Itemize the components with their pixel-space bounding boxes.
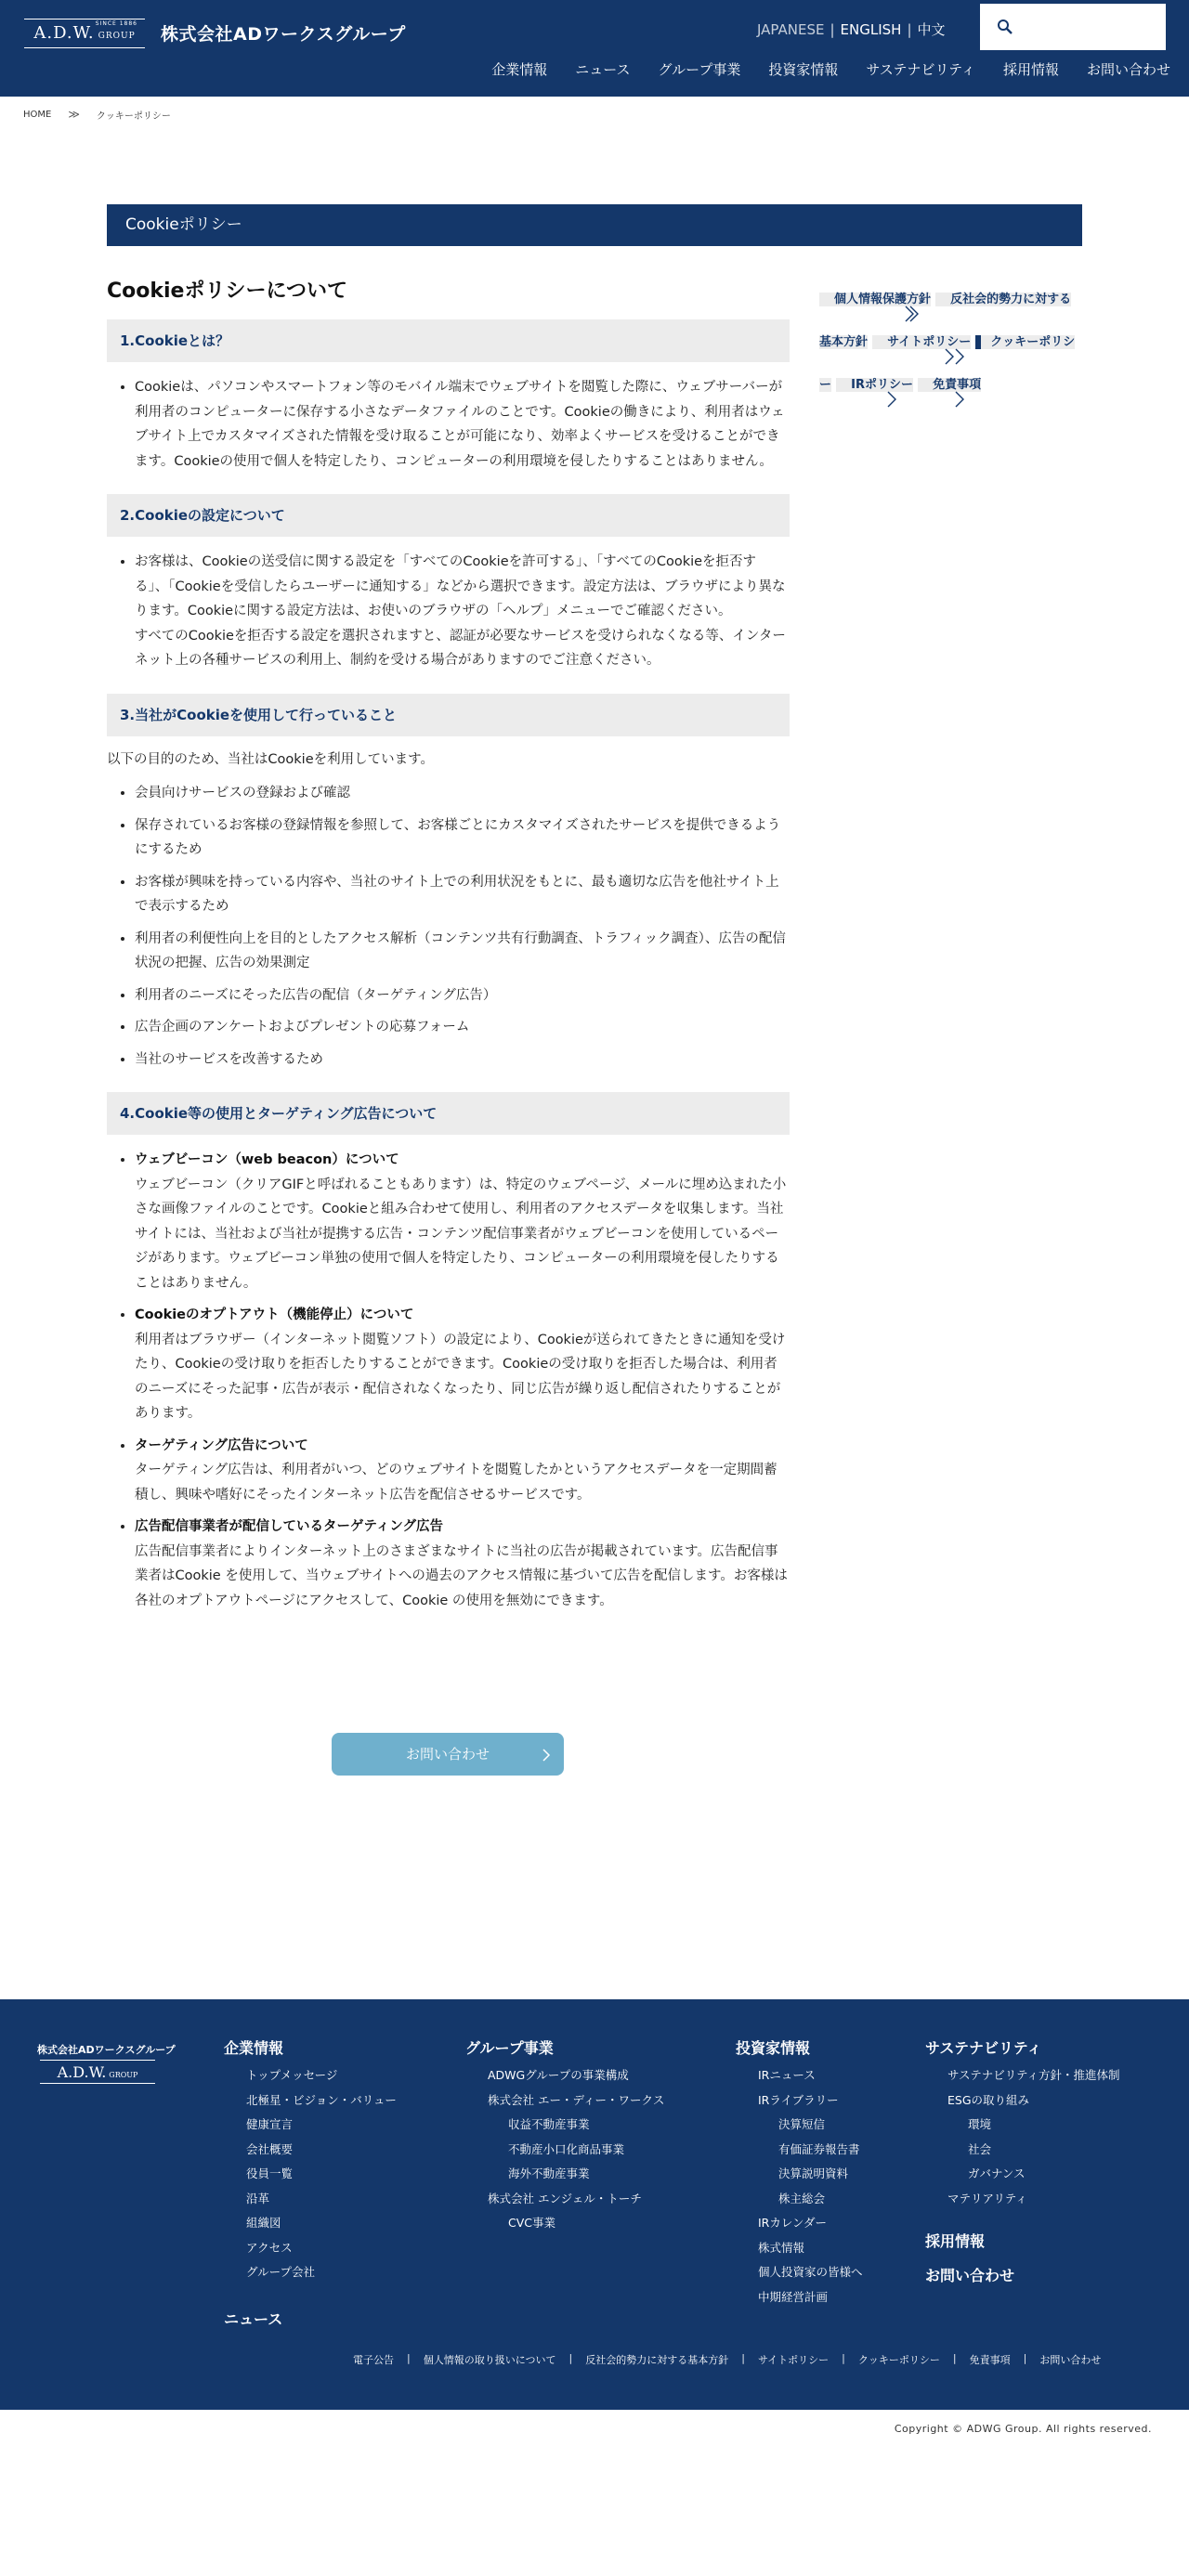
item-text: 利用者はブラウザー（インターネット閲覧ソフト）の設定により、Cookieが送られてきたときに通知を受けたり、Cookieの受け取りを拒否したりすることができます。Cookieの受け取りを拒否した場合は、利用者のニーズにそった記事・広告が表示・配信されなくなったり、同じ広告が繰り返し配信されたりすることがあります。: [135, 1332, 786, 1421]
footer-logo[interactable]: [40, 2060, 155, 2084]
item-title: • ウェブビーコン（web beacon）について: [135, 1152, 399, 1167]
footer-link[interactable]: 株式会社 エー・ディー・ワークス: [488, 2092, 665, 2107]
footer-col-investors: [736, 2036, 863, 2309]
footer-col-title[interactable]: サステナビリティ: [925, 2039, 1042, 2057]
list-item: • 広告企画のアンケートおよびプレゼントの応募フォーム: [135, 1015, 790, 1040]
language-switcher: JAPANESE | ENGLISH | 中文: [757, 20, 946, 38]
footer-link[interactable]: 株式情報: [758, 2240, 805, 2255]
logo-since: SINCE 1886: [95, 20, 137, 27]
footer-logo-mark: A.D.W.: [57, 2063, 107, 2081]
section-3-list: [107, 781, 790, 1072]
item-text: ターゲティング広告は、利用者がいつ、どのウェブサイトを閲覧したかというアクセスデータを一定期間蓄積し、興味や嗜好にそったインターネット広告を配信させるサービスです。: [135, 1463, 777, 1503]
side-nav: [819, 279, 1082, 407]
list-item: [135, 1148, 790, 1295]
footer-link[interactable]: 海外不動産事業: [508, 2166, 590, 2180]
chevron-right-icon: [955, 348, 964, 365]
nav-corporate[interactable]: 企業情報: [491, 61, 548, 78]
side-nav-item-disclaimer[interactable]: [918, 378, 981, 392]
footer-col-title[interactable]: 企業情報: [224, 2039, 284, 2057]
chevron-right-icon: [887, 391, 896, 408]
section-heading: 2.Cookieの設定について: [107, 494, 790, 537]
footer-link[interactable]: サステナビリティ方針・推進体制: [947, 2068, 1120, 2082]
footer-link[interactable]: 株主総会: [778, 2191, 826, 2205]
footer-col-sustainability: [925, 2036, 1120, 2291]
logo-group: GROUP: [98, 32, 136, 41]
nav-news[interactable]: ニュース: [575, 61, 631, 78]
footer-bottom-link[interactable]: 電子公告: [353, 2354, 394, 2366]
footer-bottom-links: 電子公告 | 個人情報の取り扱いについて | 反社会的勢力に対する基本方針 | サイトポリシー | クッキーポリシー | 免責事項 | お問い合わせ: [353, 2352, 1102, 2366]
footer-bottom-link[interactable]: クッキーポリシー: [857, 2354, 940, 2366]
section-1-list: [107, 375, 790, 474]
chevron-right-icon: [542, 1748, 551, 1763]
nav-recruit[interactable]: 採用情報: [1002, 61, 1059, 78]
main-content: [107, 275, 790, 1620]
search-input[interactable]: [980, 4, 1166, 50]
lang-japanese[interactable]: JAPANESE: [757, 20, 825, 38]
item-title: • ターゲティング広告について: [135, 1438, 308, 1453]
side-nav-label: クッキーポリシー: [819, 335, 1076, 392]
section-heading: 4.Cookie等の使用とターゲティング広告について: [107, 1092, 790, 1135]
footer-bottom-link[interactable]: 免責事項: [969, 2354, 1011, 2366]
item-title: • 広告配信事業者が配信しているターゲティング広告: [135, 1519, 444, 1534]
footer-link[interactable]: 健康宣言: [246, 2117, 294, 2131]
footer-link[interactable]: 収益不動産事業: [508, 2117, 590, 2131]
footer-link[interactable]: 社会: [968, 2141, 992, 2156]
footer-link[interactable]: 決算説明資料: [778, 2166, 849, 2180]
footer-link[interactable]: 決算短信: [778, 2117, 826, 2131]
list-item: [135, 1515, 790, 1613]
footer-link[interactable]: IRカレンダー: [758, 2216, 828, 2230]
chevron-right-icon: [945, 348, 954, 365]
list-item: [135, 1434, 790, 1508]
footer-logo-group: GROUP: [109, 2071, 138, 2079]
breadcrumb-separator-icon: ≫: [68, 108, 80, 121]
site-footer: [0, 1999, 1189, 2410]
site-header: [0, 0, 1189, 97]
side-nav-label: 免責事項: [933, 378, 982, 392]
footer-link[interactable]: ガバナンス: [968, 2166, 1026, 2180]
site-logo[interactable]: [24, 19, 145, 48]
footer-link[interactable]: IRライブラリー: [758, 2092, 839, 2107]
list-item: • 保存されているお客様の登録情報を参照して、お客様ごとにカスタマイズされたサービスを提供できるようにするため: [135, 813, 790, 863]
footer-col-group-business: [465, 2036, 664, 2236]
footer-link[interactable]: マテリアリティ: [947, 2191, 1027, 2205]
side-nav-label: IRポリシー: [851, 378, 913, 392]
chevron-right-icon: [955, 391, 964, 408]
list-item: • Cookieは、パソコンやスマートフォン等のモバイル端末でウェブサイトを閲覧した際に、ウェブサーバーが利用者のコンピューターに保存する小さなデータファイルのことです。Cookieの働きにより、利用者はウェブサイト上でカスタマイズされた情報を受け取ることが可能になり、効率よくサービスを受けることができます。Cookieの使用で個人を特定したり、コンピューターの利用環境を侵したりすることはありません。: [135, 375, 790, 474]
nav-sustainability[interactable]: サステナビリティ: [866, 61, 975, 78]
footer-link[interactable]: 不動産小口化商品事業: [508, 2141, 625, 2156]
footer-link[interactable]: 会社概要: [246, 2141, 294, 2156]
page-title: Cookieポリシー: [107, 204, 1082, 246]
section-2-text-b: すべてのCookieを拒否する設定を選択されますと、認証が必要なサービスを受けられなくなる等、インターネット上の各種サービスの利用上、制約を受ける場合がありますのでご注意ください。: [135, 628, 786, 668]
lang-english[interactable]: ENGLISH: [840, 20, 902, 38]
logo-mark: A.D.W.: [33, 23, 95, 43]
section-4-list: [107, 1148, 790, 1613]
footer-link[interactable]: グループ会社: [246, 2265, 316, 2279]
global-nav: [491, 59, 1170, 79]
footer-bottom-link[interactable]: 反社会的勢力に対する基本方針: [585, 2354, 729, 2366]
footer-link[interactable]: 環境: [968, 2117, 992, 2131]
item-title: • Cookieのオプトアウト（機能停止）について: [135, 1308, 414, 1322]
footer-col-corporate: [224, 2036, 397, 2335]
section-heading: 3.当社がCookieを使用して行っていること: [107, 694, 790, 736]
footer-link[interactable]: 沿革: [246, 2191, 270, 2205]
list-item: • 当社のサービスを改善するため: [135, 1047, 790, 1073]
footer-link[interactable]: ADWGグループの事業構成: [488, 2068, 629, 2082]
list-item: • 利用者のニーズにそった広告の配信（ターゲティング広告）: [135, 983, 790, 1008]
list-item: • 利用者の利便性向上を目的としたアクセス解析（コンテンツ共有行動調査、トラフィック調査）、広告の配信状況の把握、広告の効果測定: [135, 927, 790, 976]
footer-link[interactable]: 個人投資家の皆様へ: [758, 2265, 863, 2279]
copyright: Copyright © ADWG Group. All rights reserved.: [894, 2423, 1152, 2435]
chevron-right-icon: [909, 306, 919, 322]
item-text: ウェブビーコン（クリアGIFと呼ばれることもあります）は、特定のウェブページ、メールに埋め込まれた小さな画像ファイルのことです。Cookieと組み合わせて使用し、利用者のアクセスデータを収集します。当社サイトには、当社および当社が提携する広告・コンテンツ配信事業者がウェブビーコンを使用しているページがあります。ウェブビーコン単独の使用で個人を特定したり、コンピューターの利用環境を侵したりすることはありません。: [135, 1177, 787, 1291]
nav-group-business[interactable]: グループ事業: [658, 61, 741, 78]
side-nav-item-site-policy[interactable]: [872, 335, 971, 349]
section-2-list: [107, 550, 790, 673]
footer-bottom-link[interactable]: サイトポリシー: [757, 2354, 830, 2366]
footer-link[interactable]: アクセス: [246, 2240, 293, 2255]
section-heading: 1.Cookieとは？: [107, 319, 790, 362]
nav-contact[interactable]: お問い合わせ: [1086, 61, 1170, 78]
list-item: • 会員向けサービスの登録および確認: [135, 781, 790, 806]
footer-col-title[interactable]: 採用情報: [925, 2232, 986, 2250]
contact-button-label: お問い合わせ: [405, 1746, 490, 1763]
side-nav-label: サイトポリシー: [887, 335, 972, 349]
lang-chinese[interactable]: 中文: [917, 21, 946, 38]
footer-link[interactable]: CVC事業: [508, 2216, 556, 2230]
search-icon: [997, 19, 1013, 35]
footer-link[interactable]: 組織図: [246, 2216, 281, 2230]
footer-link[interactable]: IRニュース: [758, 2068, 816, 2082]
item-text: 広告配信事業者によりインターネット上のさまざまなサイトに当社の広告が掲載されています。広告配信事業者はCookie を使用して、当ウェブサイトへの過去のアクセス情報に基づいて広告を配信します。お客様は各社のオプトアウトページにアクセスして、Cookie の使用を無効にできます。: [135, 1543, 788, 1608]
breadcrumb-current: クッキーポリシー: [96, 111, 171, 122]
section-3-intro: 以下の目的のため、当社はCookieを利用しています。: [107, 751, 434, 767]
footer-link[interactable]: トップメッセージ: [246, 2068, 338, 2082]
footer-bottom-link[interactable]: お問い合わせ: [1039, 2354, 1102, 2366]
side-nav-item-ir-policy[interactable]: [836, 378, 913, 392]
footer-company-name: 株式会社ADワークスグループ: [37, 2044, 176, 2056]
footer-link[interactable]: 株式会社 エンジェル・トーチ: [488, 2191, 642, 2205]
list-item: [135, 1303, 790, 1426]
side-nav-label: 個人情報保護方針: [834, 293, 932, 306]
footer-link[interactable]: 有価証券報告書: [778, 2141, 860, 2156]
footer-link[interactable]: 北極星・ビジョン・バリュー: [246, 2092, 397, 2107]
breadcrumb-home[interactable]: HOME: [23, 109, 52, 120]
contact-button[interactable]: [332, 1733, 564, 1776]
footer-bottom-link[interactable]: 個人情報の取り扱いについて: [423, 2354, 556, 2366]
page-heading: Cookieポリシーについて: [107, 280, 348, 303]
footer-col-title[interactable]: 投資家情報: [736, 2039, 811, 2057]
footer-link[interactable]: 中期経営計画: [758, 2289, 829, 2304]
footer-link[interactable]: 役員一覧: [246, 2166, 294, 2180]
side-nav-label: 反社会的勢力に対する基本方針: [819, 293, 1072, 349]
footer-link[interactable]: ESGの取り組み: [947, 2092, 1030, 2107]
section-2-text-a: お客様は、Cookieの送受信に関する設定を「すべてのCookieを許可する」、「すべてのCookieを拒否する」、「Cookieを受信したらユーザーに通知する」などから選択できます。設定方法は、ブラウザにより異なります。Cookieに関する設定方法は、お使いのブラウザの「ヘルプ」メニューでご確認ください。: [135, 554, 786, 618]
list-item: • お客様が興味を持っている内容や、当社のサイト上での利用状況をもとに、最も適切な広告を他社サイト上で表示するため: [135, 870, 790, 919]
nav-investors[interactable]: 投資家情報: [768, 61, 839, 78]
company-name[interactable]: 株式会社ADワークスグループ: [161, 24, 406, 45]
breadcrumb: [0, 106, 1189, 123]
side-nav-item-privacy[interactable]: [819, 293, 931, 306]
footer-col-title[interactable]: グループ事業: [465, 2039, 554, 2057]
list-item: [135, 550, 790, 673]
footer-col-title[interactable]: ニュース: [224, 2309, 283, 2328]
footer-col-title[interactable]: お問い合わせ: [925, 2267, 1015, 2284]
